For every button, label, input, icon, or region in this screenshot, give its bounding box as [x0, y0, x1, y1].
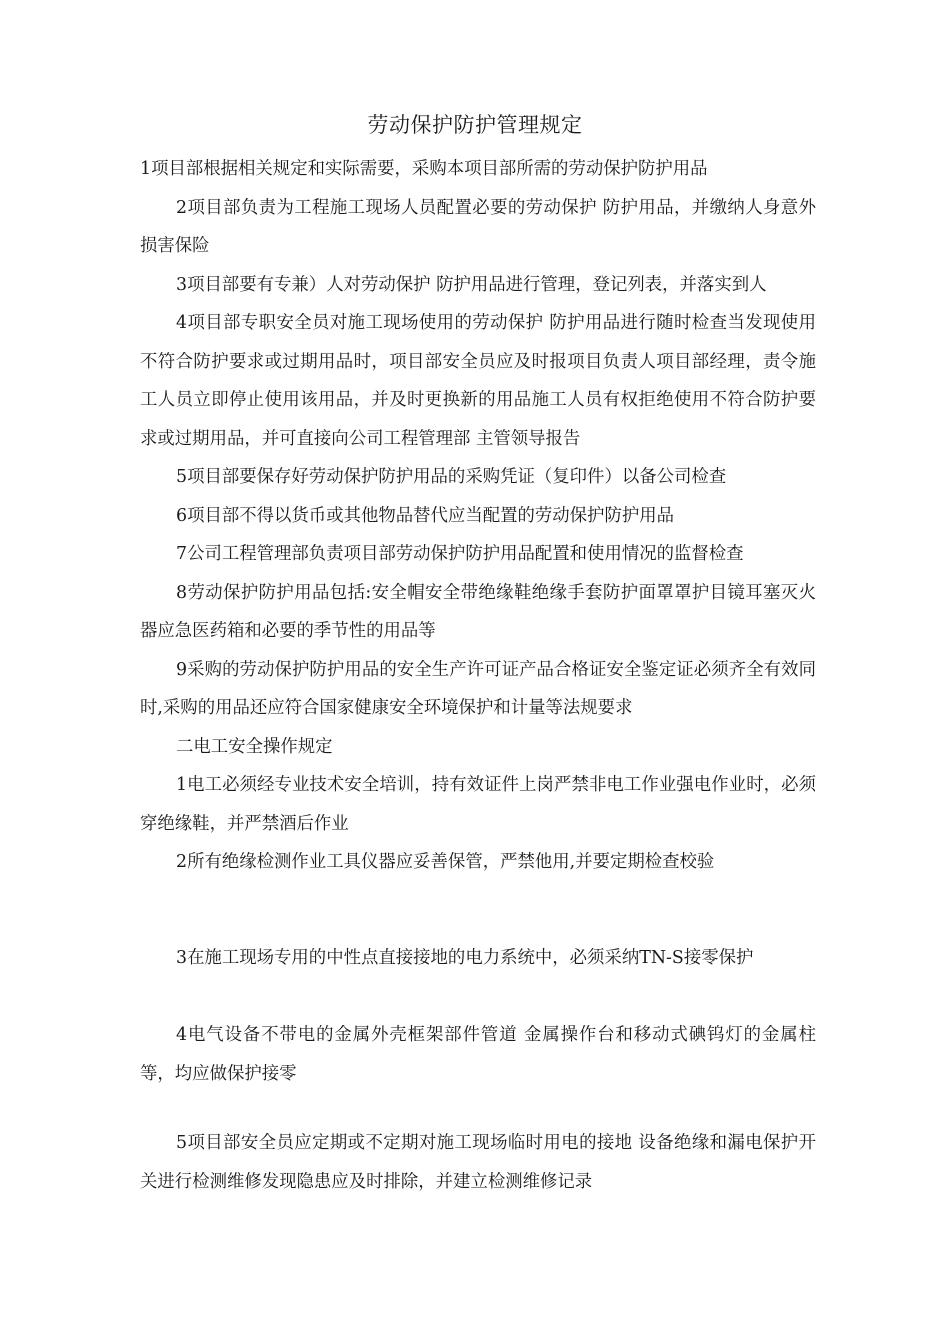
paragraph-7: 7公司工程管理部负责项目部劳动保护防护用品配置和使用情况的监督检查	[176, 544, 744, 564]
electrical-rule-5: 5项目部安全员应定期或不定期对施工现场临时用电的接地 设备绝缘和漏电保护开关进行检测维修发现隐患应及时排除，并建立检测维修记录	[140, 1133, 816, 1192]
paragraph-5: 5项目部要保存好劳动保护防护用品的采购凭证（复印件）以备公司检查	[176, 467, 727, 487]
paragraph-6: 6项目部不得以货币或其他物品替代应当配置的劳动保护防护用品	[176, 505, 675, 526]
body-block-1	[140, 150, 816, 882]
document-title: 劳动保护防护管理规定	[367, 113, 583, 137]
paragraph-3: 3项目部要有专兼）人对劳动保护 防护用品进行管理，登记列表，并落实到人	[176, 274, 767, 295]
electrical-rule-1: 1电工必须经专业技术安全培训，持有效证件上岗严禁非电工作业强电作业时，必须穿绝缘鞋，并严禁酒后作业	[140, 775, 816, 834]
paragraph-8: 8劳动保护防护用品包括:安全帽安全带绝缘鞋绝缘手套防护面罩罩护目镜耳塞灭火器应急医药箱和必要的季节性的用品等	[140, 582, 816, 641]
electrical-rule-2: 2所有绝缘检测作业工具仪器应妥善保管，严禁他用,并要定期检查校验	[176, 852, 715, 872]
body-block-3	[140, 1016, 816, 1093]
paragraph-1: 1项目部根据相关规定和实际需要，采购本项目部所需的劳动保护防护用品	[140, 159, 708, 179]
section-heading: 二电工安全操作规定	[176, 736, 333, 757]
paragraph-4: 4项目部专职安全员对施工现场使用的劳动保护 防护用品进行随时检查当发现使用不符合防护要求或过期用品时，项目部安全员应及时报项目负责人项目部经理，责令施工人员立即停止使用该用品，并及时更换新的用品施工人员有权拒绝使用不符合防护要求或过期用品，并可直接向公司工程管理部 主管领导报告	[140, 313, 816, 449]
paragraph-2: 2项目部负责为工程施工现场人员配置必要的劳动保护 防护用品，并缴纳人身意外损害保险	[140, 197, 816, 256]
body-block-2	[140, 939, 816, 978]
paragraph-9: 9采购的劳动保护防护用品的安全生产许可证产品合格证安全鉴定证必须齐全有效同时,采购的用品还应符合国家健康安全环境保护和计量等法规要求	[140, 659, 816, 718]
electrical-rule-4: 4电气设备不带电的金属外壳框架部件管道 金属操作台和移动式碘钨灯的金属柱等，均应做保护接零	[140, 1025, 816, 1084]
electrical-rule-3: 3在施工现场专用的中性点直接接地的电力系统中，必须采纳TN-S接零保护	[176, 948, 754, 968]
body-block-4	[140, 1124, 816, 1201]
